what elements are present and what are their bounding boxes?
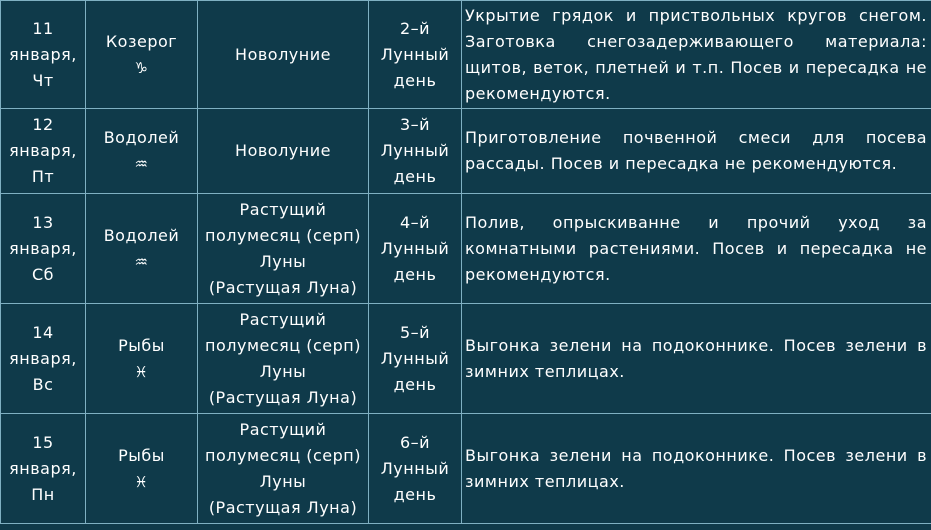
moon-phase-cell (198, 194, 369, 304)
table-row (1, 304, 931, 414)
date-weekday: Вс (32, 374, 54, 394)
table-row (1, 1, 931, 109)
date-cell (1, 414, 86, 524)
lunar-day-label: день (393, 264, 437, 284)
table-row (1, 194, 931, 304)
lunar-day-number: 5–й (399, 322, 431, 342)
moon-phase-line: полумесяц (серп) (205, 335, 361, 355)
zodiac-cell (86, 1, 198, 109)
moon-phase-line: полумесяц (серп) (205, 225, 361, 245)
lunar-day-label: день (393, 484, 437, 504)
table-row (1, 109, 931, 194)
zodiac-cell (86, 414, 198, 524)
moon-phase-line: (Растущая Луна) (208, 387, 358, 407)
zodiac-cell (86, 194, 198, 304)
date-month: января, (9, 238, 77, 258)
date-month: января, (9, 44, 77, 64)
description-cell: Выгонка зелени на подоконнике. Посев зелени в зимних теплицах. (462, 304, 931, 414)
zodiac-name: Рыбы (118, 445, 165, 465)
moon-phase-cell (198, 1, 369, 109)
moon-phase-cell (198, 414, 369, 524)
moon-phase-line: Луны (259, 251, 307, 271)
lunar-day-cell (369, 1, 462, 109)
date-day: 12 (32, 115, 54, 134)
lunar-day-label: день (393, 70, 437, 90)
zodiac-name: Водолей (103, 128, 180, 147)
lunar-day-number: 2–й (399, 18, 431, 38)
aquarius-icon: ♒ (134, 252, 149, 271)
moon-phase-cell (198, 304, 369, 414)
moon-phase-line: Растущий (239, 309, 327, 329)
lunar-day-word: Лунный (380, 238, 450, 258)
moon-phase-line: Луны (259, 471, 307, 491)
moon-phase-line: Новолуние (235, 141, 331, 160)
moon-phase-line: Луны (259, 361, 307, 381)
lunar-day-word: Лунный (380, 141, 450, 160)
moon-phase-line: Новолуние (235, 44, 331, 64)
date-day: 15 (32, 432, 54, 452)
lunar-day-number: 4–й (399, 212, 431, 232)
table-row (1, 414, 931, 524)
moon-phase-line: полумесяц (серп) (205, 445, 361, 465)
zodiac-cell (86, 109, 198, 194)
date-weekday: Пт (31, 167, 55, 186)
pisces-icon: ♓ (134, 472, 149, 491)
date-cell (1, 194, 86, 304)
date-day: 14 (32, 322, 54, 342)
date-weekday: Сб (31, 264, 55, 284)
lunar-day-cell (369, 414, 462, 524)
date-day: 13 (32, 212, 54, 232)
date-month: января, (9, 348, 77, 368)
capricorn-icon: ♑ (134, 58, 149, 77)
moon-phase-cell (198, 109, 369, 194)
lunar-day-word: Лунный (380, 44, 450, 64)
lunar-day-number: 6–й (399, 432, 431, 452)
moon-phase-line: Растущий (239, 419, 327, 439)
date-weekday: Пн (31, 484, 55, 504)
zodiac-name: Водолей (103, 225, 180, 245)
description-cell: Приготовление почвенной смеси для посева рассады. Посев и пересадка не рекомендуются. (462, 109, 931, 194)
zodiac-name: Козерог (105, 31, 178, 51)
lunar-day-number: 3–й (399, 115, 431, 134)
lunar-day-word: Лунный (380, 458, 450, 478)
lunar-day-label: день (393, 374, 437, 394)
date-cell (1, 304, 86, 414)
pisces-icon: ♓ (134, 362, 149, 381)
date-month: января, (9, 141, 77, 160)
description-cell: Укрытие грядок и приствольных кругов снегом. Заготовка снегозадерживающего материала: щитов, веток, плетней и т.п. Посев и пересадка не рекомендуются. (462, 1, 931, 109)
date-weekday: Чт (32, 70, 54, 90)
zodiac-name: Рыбы (118, 335, 165, 355)
moon-phase-line: Растущий (239, 199, 327, 219)
lunar-day-label: день (393, 167, 437, 186)
aquarius-icon: ♒ (134, 155, 149, 173)
date-month: января, (9, 458, 77, 478)
description-cell: Полив, опрыскиванне и прочий уход за комнатными растениями. Посев и пересадка не рекомендуются. (462, 194, 931, 304)
date-cell (1, 1, 86, 109)
lunar-day-cell (369, 194, 462, 304)
moon-phase-line: (Растущая Луна) (208, 497, 358, 517)
moon-phase-line: (Растущая Луна) (208, 277, 358, 297)
lunar-day-cell (369, 304, 462, 414)
date-cell (1, 109, 86, 194)
lunar-day-word: Лунный (380, 348, 450, 368)
zodiac-cell (86, 304, 198, 414)
description-cell: Выгонка зелени на подоконнике. Посев зелени в зимних теплицах. (462, 414, 931, 524)
date-day: 11 (32, 18, 54, 38)
lunar-day-cell (369, 109, 462, 194)
